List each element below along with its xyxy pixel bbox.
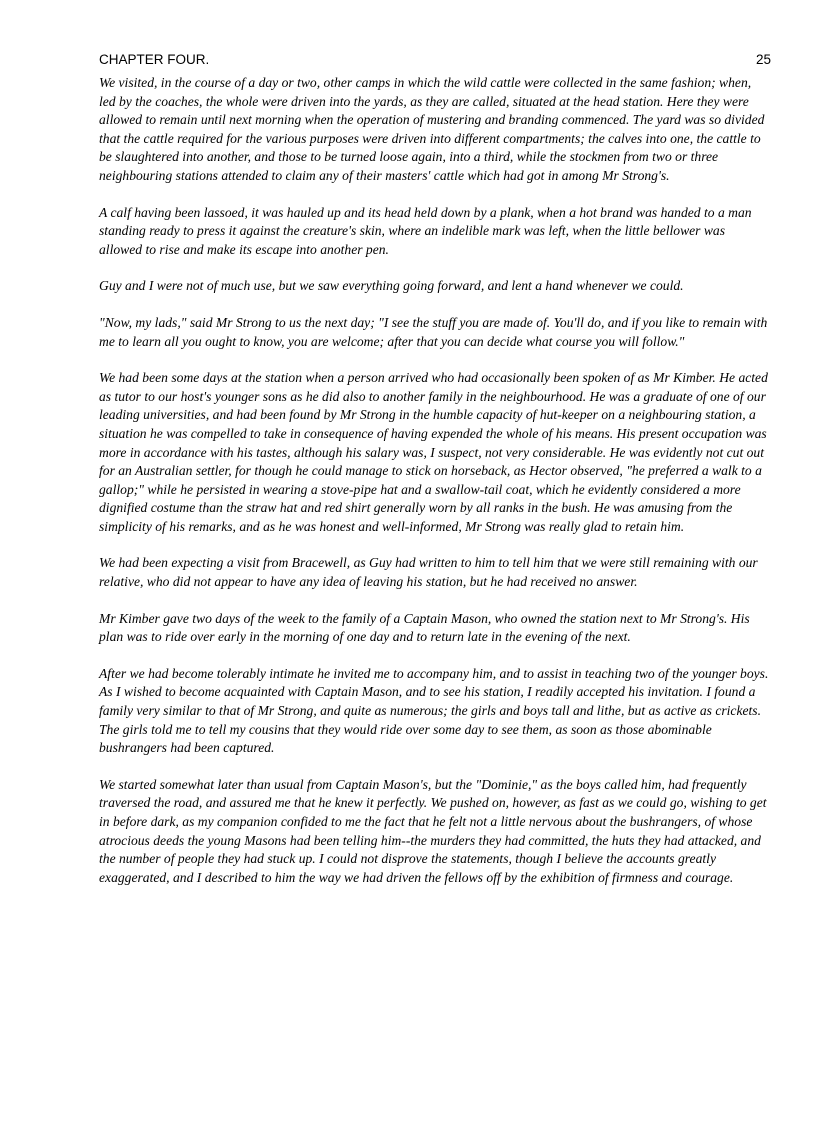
paragraph: We had been expecting a visit from Bracewell, as Guy had written to him to tell him that we were still remaining with our relative, who did not appear to have any idea of leaving his station, but he had received no answer.: [99, 555, 758, 590]
chapter-title: CHAPTER FOUR.: [99, 52, 210, 67]
paragraph: Mr Kimber gave two days of the week to the family of a Captain Mason, who owned the station next to Mr Strong's. His plan was to ride over early in the morning of one day and to return late in the evening of the next.: [99, 610, 750, 645]
paragraph: After we had become tolerably intimate he invited me to accompany him, and to assist in teaching two of the younger boys. As I wished to become acquainted with Captain Mason, and to see his station, I readily accepted his invitation. I found a family very similar to that of Mr Strong, and quite as numerous; the girls and boys tall and lithe, but as active as crickets. The girls told me to tell my cousins that they would ride over some day to see them, as soon as those abominable bushrangers had been captured.: [99, 665, 769, 756]
body-text: [99, 74, 769, 887]
paragraph: "Now, my lads," said Mr Strong to us the next day; "I see the stuff you are made of. You'll do, and if you like to remain with me to learn all you ought to know, you are welcome; after that you can decide what course you will follow.": [99, 314, 768, 349]
document-page: [99, 52, 769, 905]
running-header: [99, 52, 769, 70]
paragraph: We visited, in the course of a day or two, other camps in which the wild cattle were collected in the same fashion; when, led by the coaches, the whole were driven into the yards, as they are called, situated at the head station. Here they were allowed to remain until next morning when the operation of mustering and branding commenced. The yard was so divided that the cattle required for the various purposes were driven into different compartments; the calves into one, the cattle to be slaughtered into another, and those to be turned loose again, into a third, while the stockmen from two or three neighbouring stations attended to claim any of their masters' cattle which had got in among Mr Strong's.: [99, 75, 765, 183]
paragraph: Guy and I were not of much use, but we saw everything going forward, and lent a hand whenever we could.: [99, 278, 684, 294]
paragraph: A calf having been lassoed, it was hauled up and its head held down by a plank, when a hot brand was handed to a man standing ready to press it against the creature's skin, where an indelible mark was left, when the little bellower was allowed to rise and make its escape into another pen.: [99, 204, 752, 257]
paragraph: We started somewhat later than usual from Captain Mason's, but the "Dominie," as the boys called him, had frequently traversed the road, and assured me that he knew it perfectly. We pushed on, however, as fast as we could go, wishing to get in before dark, as my companion confided to me the fact that he felt not a little nervous about the bushrangers, of whose atrocious deeds the young Masons had been telling him--the murders they had committed, the huts they had attacked, and the number of people they had stuck up. I could not disprove the statements, though I believe the accounts greatly exaggerated, and I described to him the way we had driven the fellows off by the exhibition of firmness and courage.: [99, 776, 767, 885]
paragraph: We had been some days at the station when a person arrived who had occasionally been spoken of as Mr Kimber. He acted as tutor to our host's younger sons as he did also to another family in the neighbourhood. He was a graduate of one of our leading universities, and had been found by Mr Strong in the humble capacity of hut-keeper on a neighbouring station, a situation he was compelled to take in consequence of having expended the whole of his means. His present occupation was more in accordance with his tastes, although his salary was, I suspect, not very considerable. He was evidently not cut out for an Australian settler, for though he could manage to stick on horseback, as Hector observed, "he preferred a walk to a gallop;" while he persisted in wearing a stove-pipe hat and a swallow-tail coat, which he evidently considered a more dignified costume than the straw hat and red shirt generally worn by all ranks in the bush. He was amusing from the simplicity of his remarks, and as he was honest and well-informed, Mr Strong was really glad to retain him.: [99, 370, 768, 534]
page-number: 25: [755, 52, 771, 67]
